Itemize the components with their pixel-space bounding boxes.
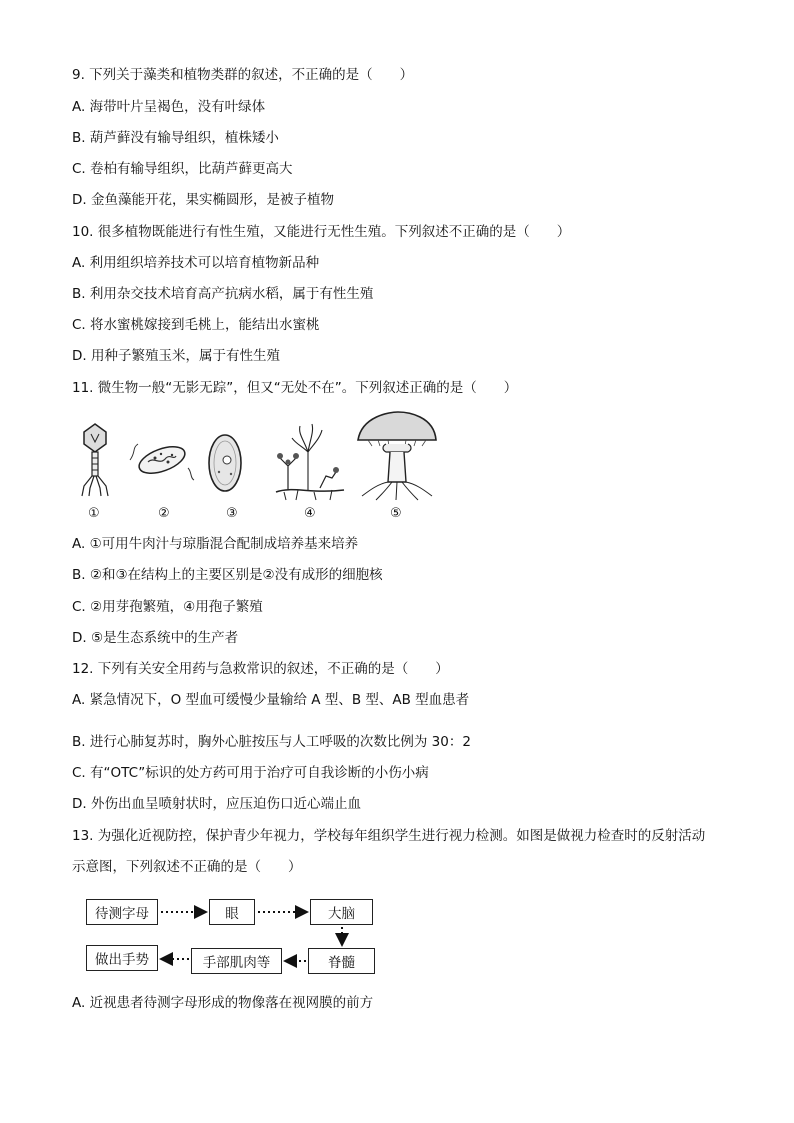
figure-label-5: ⑤ [390,506,402,521]
q12-stem: 12. 下列有关安全用药与急救常识的叙述，不正确的是（ ） [72,661,449,677]
q9-option-b: B. 葫芦藓没有输导组织，植株矮小 [72,130,279,146]
q9-option-d: D. 金鱼藻能开花，果实椭圆形，是被子植物 [72,192,334,208]
figure-label-3: ③ [226,506,238,521]
q10-option-a: A. 利用组织培养技术可以培育植物新品种 [72,255,320,271]
figure-label-2: ② [158,506,170,521]
diagram-box-brain: 大脑 [310,899,373,925]
q9-stem: 9. 下列关于藻类和植物类群的叙述，不正确的是（ ） [72,67,414,83]
q10-option-c: C. 将水蜜桃嫁接到毛桃上，能结出水蜜桃 [72,317,320,333]
q12-option-d: D. 外伤出血呈喷射状时，应压迫伤口近心端止血 [72,796,361,812]
q10-option-b: B. 利用杂交技术培育高产抗病水稻，属于有性生殖 [72,286,374,302]
q12-option-b: B. 进行心肺复苏时，胸外心脏按压与人工呼吸的次数比例为 30：2 [72,734,471,750]
q11-option-b: B. ②和③在结构上的主要区别是②没有成形的细胞核 [72,567,383,583]
q9-option-a: A. 海带叶片呈褐色，没有叶绿体 [72,99,266,115]
q12-option-c: C. 有“OTC”标识的处方药可用于治疗可自我诊断的小伤小病 [72,765,429,781]
diagram-box-gesture: 做出手势 [86,945,158,971]
q13-stem-line1: 13. 为强化近视防控，保护青少年视力，学校每年组织学生进行视力检测。如图是做视力检查时的反射活动 [72,828,706,844]
q11-option-c: C. ②用芽孢繁殖，④用孢子繁殖 [72,599,263,615]
q11-option-d: D. ⑤是生态系统中的生产者 [72,630,239,646]
figure-label-4: ④ [304,506,316,521]
q13-option-a: A. 近视患者待测字母形成的物像落在视网膜的前方 [72,995,374,1011]
q11-option-a: A. ①可用牛肉汁与琼脂混合配制成培养基来培养 [72,536,359,552]
q12-option-a: A. 紧急情况下，O 型血可缓慢少量输给 A 型、B 型、AB 型血患者 [72,692,470,708]
q9-option-c: C. 卷柏有输导组织，比葫芦藓更高大 [72,161,293,177]
diagram-box-letters: 待测字母 [86,899,158,925]
q11-stem: 11. 微生物一般“无影无踪”，但又“无处不在”。下列叙述正确的是（ ） [72,380,518,396]
q13-stem-line2: 示意图，下列叙述不正确的是（ ） [72,859,302,875]
figure-label-1: ① [88,506,100,521]
q10-stem: 10. 很多植物既能进行有性生殖，又能进行无性生殖。下列叙述不正确的是（ ） [72,224,571,240]
diagram-box-eye: 眼 [209,899,255,925]
diagram-box-spinal-cord: 脊髓 [308,948,375,974]
q10-option-d: D. 用种子繁殖玉米，属于有性生殖 [72,348,280,364]
diagram-box-hand-muscles: 手部肌肉等 [191,948,282,974]
